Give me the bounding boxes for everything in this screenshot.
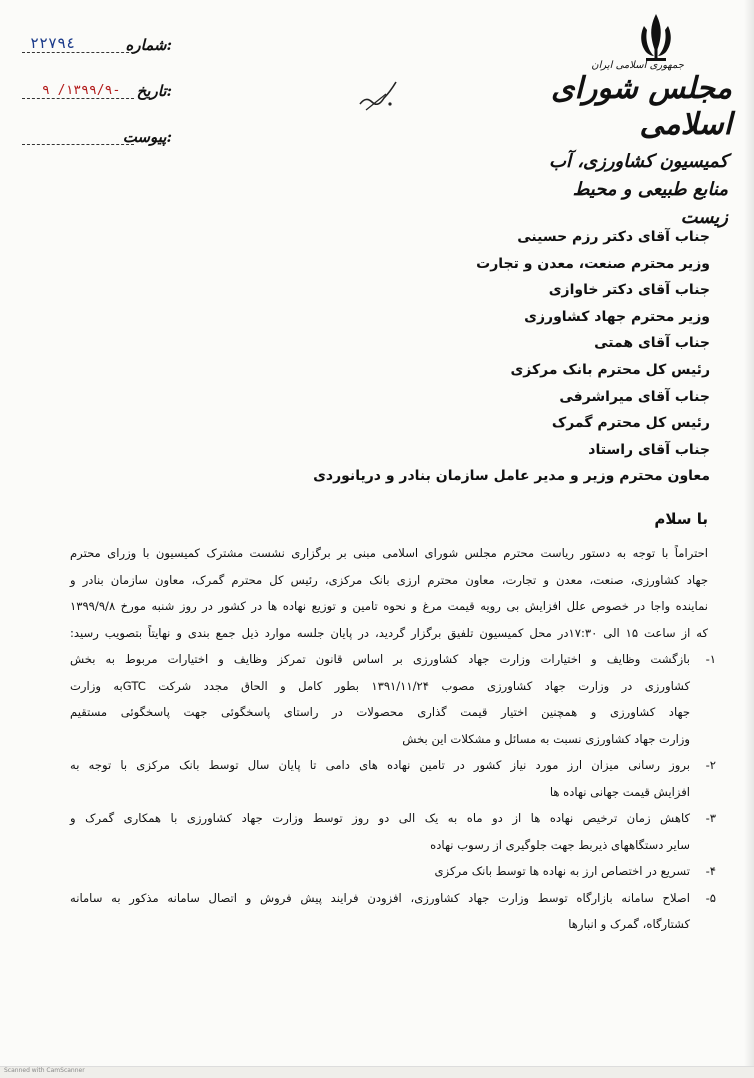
recipient-line: وزیر محترم جهاد کشاورزی [524, 308, 710, 325]
number-line [22, 52, 134, 53]
resolution-item-4 [70, 858, 716, 885]
date-value: ١٣٩٩/٩/ ٩- [42, 83, 121, 98]
item-text: کشاورزی در وزارت جهاد کشاورزی مصوب ۱۳۹۱/۱۱/۲۴ بطور کامل و الحاق مجدد شرکت GTCبه وزارت [70, 678, 690, 693]
institution-header [522, 60, 732, 143]
item-number: ۲- [705, 758, 716, 772]
item-text: افزایش قیمت جهانی نهاده ها [549, 784, 690, 799]
item-text: سایر دستگاههای ذیربط جهت جلوگیری از رسوب نهاده [430, 837, 690, 852]
item-text: تسریع در اختصاص ارز به نهاده ها توسط بانک مرکزی [434, 864, 690, 878]
item-text: کشتارگاه، گمرک و انبارها [568, 917, 690, 931]
item-text: کاهش زمان ترخیص نهاده ها از دو ماه به یک الی دو روز توسط وزارت جهاد کشاورزی با همکاری گمرک و [70, 811, 690, 825]
recipient-line: رئیس کل محترم گمرک [551, 415, 710, 432]
recipient-line: جناب آقای دکتر خاوازی [548, 282, 710, 299]
attachment-label: پیوست: [122, 128, 172, 146]
item-text: بروز رسانی میزان ارز مورد نیاز کشور در تامین نهاده های دامی تا پایان سال توسط بانک مرکزی با توجه به [70, 758, 690, 772]
recipient-line: جناب آقای میراشرفی [559, 388, 710, 405]
item-text: جهاد کشاورزی و همچنین اختیار قیمت گذاری محصولات در راستای پاسخگوئی جهت پاسخگوئی مستقیم [70, 705, 690, 719]
recipient-line: معاون محترم وزیر و مدیر عامل سازمان بنادر و دریانوردی [313, 468, 710, 485]
recipient-line: جناب آقای راستاد [588, 441, 710, 458]
item-number: ۱- [705, 652, 716, 666]
resolution-item-5 [70, 885, 716, 938]
resolution-item-1 [70, 646, 716, 752]
number-row [22, 36, 172, 66]
date-row [22, 82, 172, 112]
letter-body [70, 540, 716, 938]
intro-line: نماینده واجا در خصوص علل افزایش بی رویه قیمت مرغ و نحوه تامین و توزیع نهاده ها در کشور در روز شنبه مورخ ۱۳۹۹/۹/۸ [70, 599, 708, 613]
date-label: تاریخ: [136, 82, 172, 100]
resolution-item-2 [70, 752, 716, 805]
recipient-line: جناب آقای همتی [594, 335, 710, 352]
intro-line: جهاد کشاورزی، صنعت، معدن و تجارت، معاون محترم ارزی بانک مرکزی، رئیس کل محترم گمرک، معاون سازمان بنادر و [70, 572, 708, 587]
iran-emblem-icon [634, 10, 678, 66]
item-number: ۳- [705, 811, 716, 825]
page-bottom-strip [0, 1066, 754, 1078]
handwritten-mark-icon [356, 74, 402, 114]
intro-line: که از ساعت ۱۵ الی ۱۷:۳۰در محل کمیسیون تلفیق برگزار گردید، در پایان جلسه موارد ذیل جمع بندی و نهایتاً بتصویب رسید: [70, 625, 708, 640]
item-text: اصلاح سامانه بازارگاه توسط وزارت جهاد کشاورزی، افزودن فرایند پیش فروش و اتصال سامانه مذکور به سامانه [70, 890, 690, 905]
attachment-line [22, 144, 134, 145]
number-value: ٢٢٧٩٤ [30, 34, 76, 52]
letter-meta [22, 36, 172, 174]
committee-line-1: کمیسیون کشاورزی، آب [549, 151, 728, 172]
attachment-row [22, 128, 172, 158]
recipient-line: جناب آقای دکتر رزم حسینی [517, 229, 710, 245]
number-label: شماره: [125, 36, 172, 54]
recipient-line: وزیر محترم صنعت، معدن و تجارت [476, 255, 710, 272]
committee-line-2: منابع طبیعی و محیط زیست [572, 179, 728, 228]
recipient-line: رئیس کل محترم بانک مرکزی [510, 361, 710, 378]
committee-name [528, 148, 728, 232]
recipient-list [210, 224, 710, 490]
intro-line: احتراماً با توجه به دستور ریاست محترم مجلس شورای اسلامی مبنی بر برگزاری نشست مشترک کمیسیون با وزرای محترم [70, 546, 708, 560]
item-number: ۵- [705, 890, 716, 905]
date-line [22, 98, 134, 99]
item-text: بازگشت وظایف و اختیارات وزارت جهاد کشاورزی بر اساس قانون تمرکز وظایف و اختیارات مربوط به بخش [70, 652, 690, 666]
item-number: ۴- [705, 864, 716, 878]
resolution-item-3 [70, 805, 716, 858]
parliament-name: مجلس شورای اسلامی [551, 71, 732, 142]
scanner-watermark: Scanned with CamScanner [4, 1067, 85, 1074]
republic-label: جمهوری اسلامی ایران [591, 60, 684, 71]
page-edge-shadow [744, 0, 754, 1077]
item-text: وزارت جهاد کشاورزی نسبت به مسائل و مشکلات این بخش [402, 731, 690, 746]
greeting: با سلام [654, 510, 708, 528]
